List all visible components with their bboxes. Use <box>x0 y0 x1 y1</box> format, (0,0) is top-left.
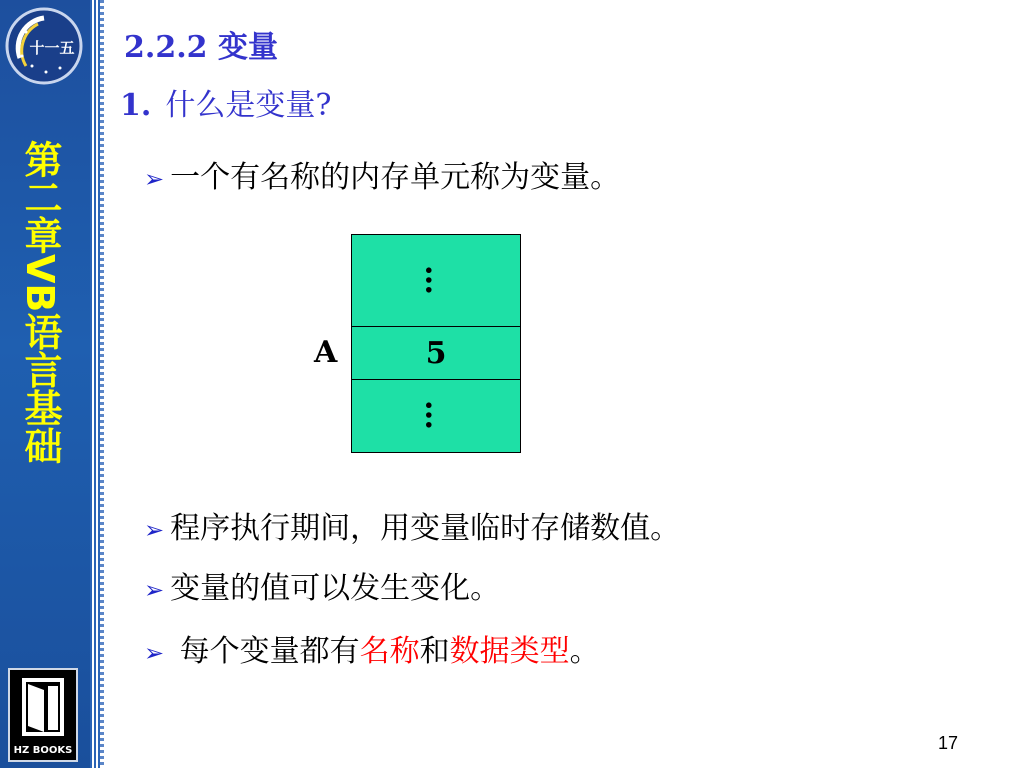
book-icon <box>22 678 64 736</box>
bullet-1 <box>144 152 620 196</box>
arrow-bullet-icon: ➢ <box>144 165 165 193</box>
highlight-name: 名称 <box>359 634 420 669</box>
bullet-text: 程序执行期间，用变量临时存储数值。 <box>170 511 681 546</box>
chapter-title <box>10 140 70 464</box>
bullet-text: 一个有名称的内存单元称为变量。 <box>170 160 621 195</box>
chapter-title-latin: VB <box>18 254 62 313</box>
sidebar-edge <box>100 0 104 768</box>
sidebar-stripes <box>90 0 100 768</box>
bullet-3 <box>144 563 500 607</box>
memory-diagram <box>351 234 521 453</box>
arrow-bullet-icon: ➢ <box>144 639 165 667</box>
memory-cell-value <box>352 327 520 380</box>
arrow-bullet-icon: ➢ <box>144 576 165 604</box>
publisher-logo <box>8 668 78 762</box>
page-number: 17 <box>938 733 959 753</box>
arrow-bullet-icon: ➢ <box>144 516 165 544</box>
variable-name-label: A <box>314 335 338 370</box>
logo-text: 十一五 <box>29 39 75 57</box>
bullet-text: 变量的值可以发生变化。 <box>170 571 501 606</box>
ellipsis-top: … <box>418 264 454 297</box>
question-text: 什么是变量? <box>165 88 332 123</box>
memory-cell-top <box>352 235 520 327</box>
section-heading: 2.2.2 变量 <box>124 30 278 65</box>
memory-cell-bottom <box>352 380 520 452</box>
highlight-data-type: 数据类型 <box>449 634 570 669</box>
chapter-title-rest: 语言基础 <box>18 312 62 465</box>
question-number: 1. <box>120 88 152 123</box>
logo-icon <box>4 6 84 86</box>
variable-value: 5 <box>425 335 447 371</box>
chapter-title-cn: 第二章 <box>18 140 62 254</box>
bullet-4 <box>144 626 600 670</box>
publisher-label: HZ BOOKS <box>13 745 73 756</box>
bullet-text: 每个变量都有 <box>179 634 360 669</box>
ellipsis-bottom: … <box>418 400 454 432</box>
sidebar <box>0 0 90 768</box>
bullet-2 <box>144 503 680 547</box>
bullet-text-mid: 和 <box>419 634 450 669</box>
sub-heading <box>120 80 331 124</box>
bullet-text-end: 。 <box>569 634 600 669</box>
